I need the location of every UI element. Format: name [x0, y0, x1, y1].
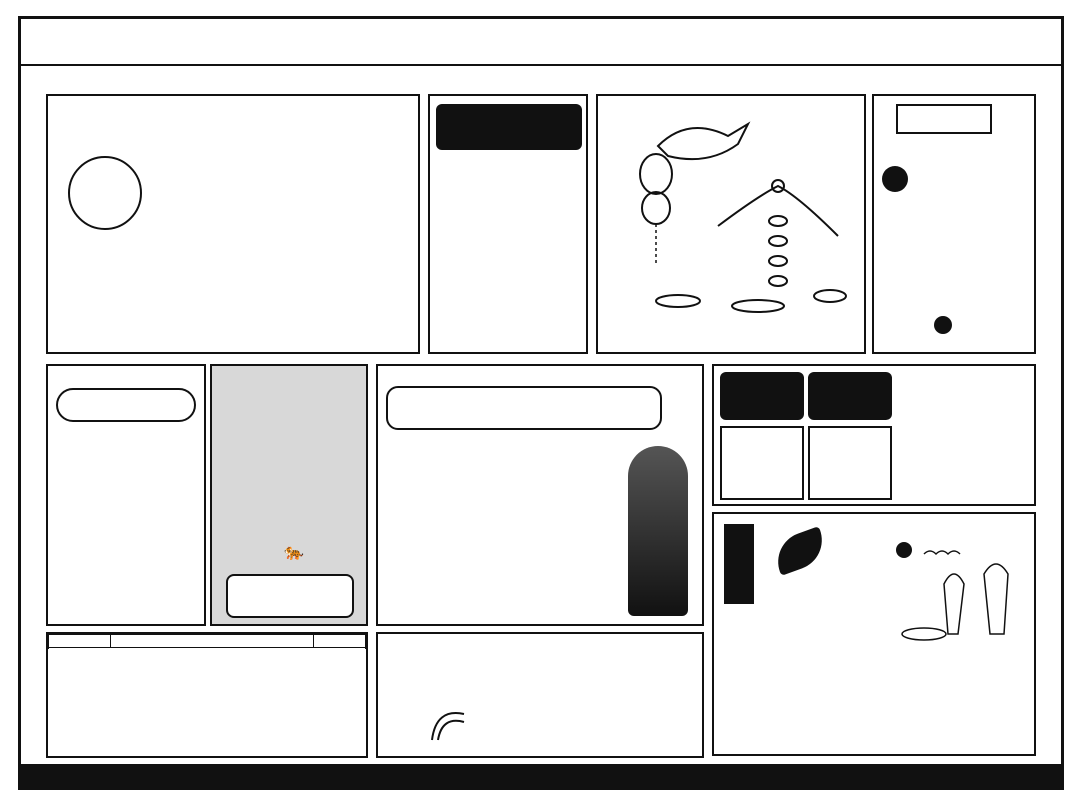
search-code-box [872, 94, 1036, 354]
top-strip [22, 70, 1060, 88]
special-label [808, 372, 892, 420]
poem-box [210, 364, 368, 626]
masthead-seal [68, 156, 142, 230]
spirit-code-title [386, 386, 662, 430]
black-dot-icon [882, 166, 908, 192]
black-dot-icon [934, 316, 952, 334]
swirl-icon [428, 704, 468, 744]
spirit-code-box [376, 364, 704, 626]
illustration-box [596, 94, 866, 354]
results-title [111, 635, 314, 648]
footer-bar [20, 764, 1062, 788]
footer-text [20, 769, 24, 783]
period-header [49, 635, 111, 648]
six-codes-box [428, 94, 588, 354]
trend-header [314, 635, 366, 648]
search-code-title [896, 104, 992, 134]
black-brush-shape [770, 526, 830, 576]
total-label [720, 372, 804, 420]
explain-illustration [864, 524, 1034, 644]
total-value [720, 426, 804, 500]
tiger-icon: 🐅 [284, 542, 304, 561]
right-strip [1040, 92, 1058, 764]
explain-box [712, 512, 1036, 756]
gift-panel [226, 574, 354, 618]
special-value [808, 426, 892, 500]
left-strip [22, 92, 40, 764]
eggs-box [376, 632, 704, 758]
header-rule [20, 64, 1062, 66]
immortal-figure [628, 446, 688, 616]
special-code-title [56, 388, 196, 422]
explain-title [724, 524, 754, 604]
bird-lantern-illustration [598, 96, 866, 354]
six-codes-title [436, 104, 582, 150]
special-code-box [46, 364, 206, 626]
open-info-box [712, 364, 1036, 506]
results-box [46, 632, 368, 758]
masthead-box [46, 94, 420, 354]
